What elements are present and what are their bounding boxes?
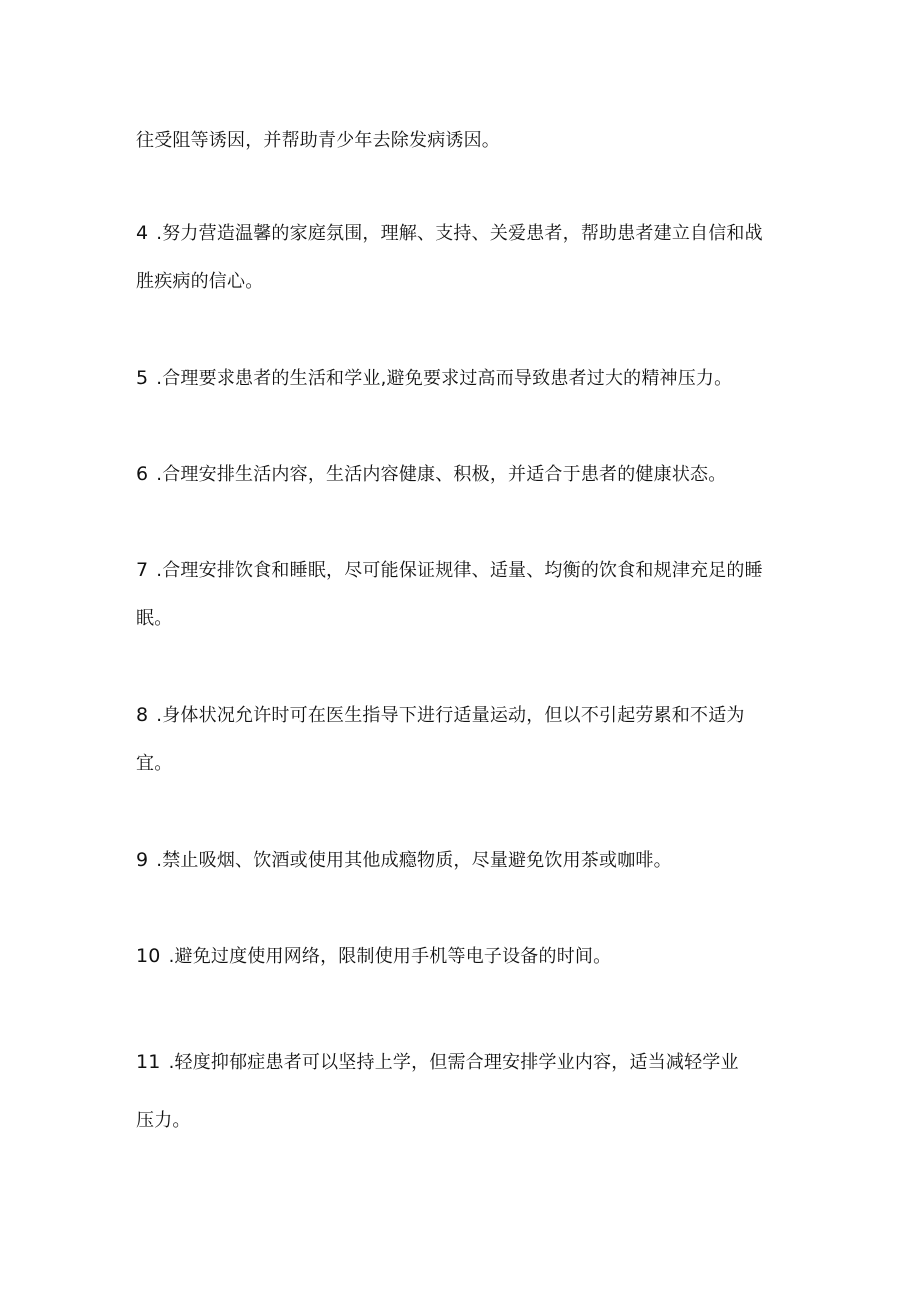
line-text: 往受阻等诱因，并帮助青少年去除发病诱因。 — [136, 130, 500, 151]
item-number: 6 — [136, 463, 149, 485]
item-number: 8 — [136, 704, 149, 726]
list-item — [136, 848, 672, 873]
item-text: .禁止吸烟、饮酒或使用其他成瘾物质，尽量避免饮用茶或咖啡。 — [156, 850, 672, 871]
item-text: .轻度抑郁症患者可以坚持上学，但需合理安排学业内容，适当减轻学业 — [168, 1052, 739, 1073]
item-number: 10 — [136, 945, 161, 967]
item-number: 11 — [136, 1051, 161, 1073]
list-item — [136, 221, 763, 246]
item-text: .合理安排饮食和睡眠，尽可能保证规律、适量、均衡的饮食和规津充足的睡 — [156, 560, 763, 581]
text-line — [136, 752, 172, 776]
line-text: 眠。 — [136, 608, 173, 629]
item-text: .努力营造温馨的家庭氛围，理解、支持、关爱患者，帮助患者建立自信和战 — [156, 223, 763, 244]
list-item — [136, 1050, 739, 1075]
list-item — [136, 366, 732, 391]
item-number: 9 — [136, 849, 149, 871]
list-item — [136, 558, 763, 583]
line-text: 压力。 — [136, 1110, 191, 1131]
item-text: .合理安排生活内容，生活内容健康、积极，并适合于患者的健康状态。 — [156, 464, 727, 485]
text-line — [136, 607, 172, 631]
item-number: 4 — [136, 222, 149, 244]
item-number: 5 — [136, 367, 149, 389]
item-text: .避免过度使用网络，限制使用手机等电子设备的时间。 — [168, 946, 612, 967]
text-line — [136, 1109, 191, 1133]
list-item — [136, 944, 611, 969]
line-text: 宜。 — [136, 753, 173, 774]
list-item — [136, 703, 745, 728]
text-line — [136, 129, 500, 153]
list-item — [136, 462, 726, 487]
line-text: 胜疾病的信心。 — [136, 271, 264, 292]
text-line — [136, 270, 263, 294]
item-number: 7 — [136, 559, 149, 581]
item-text: .身体状况允许时可在医生指导下进行适量运动，但以不引起劳累和不适为 — [156, 705, 745, 726]
item-text: .合理要求患者的生活和学业,避免要求过高而导致患者过大的精神压力。 — [156, 368, 733, 389]
